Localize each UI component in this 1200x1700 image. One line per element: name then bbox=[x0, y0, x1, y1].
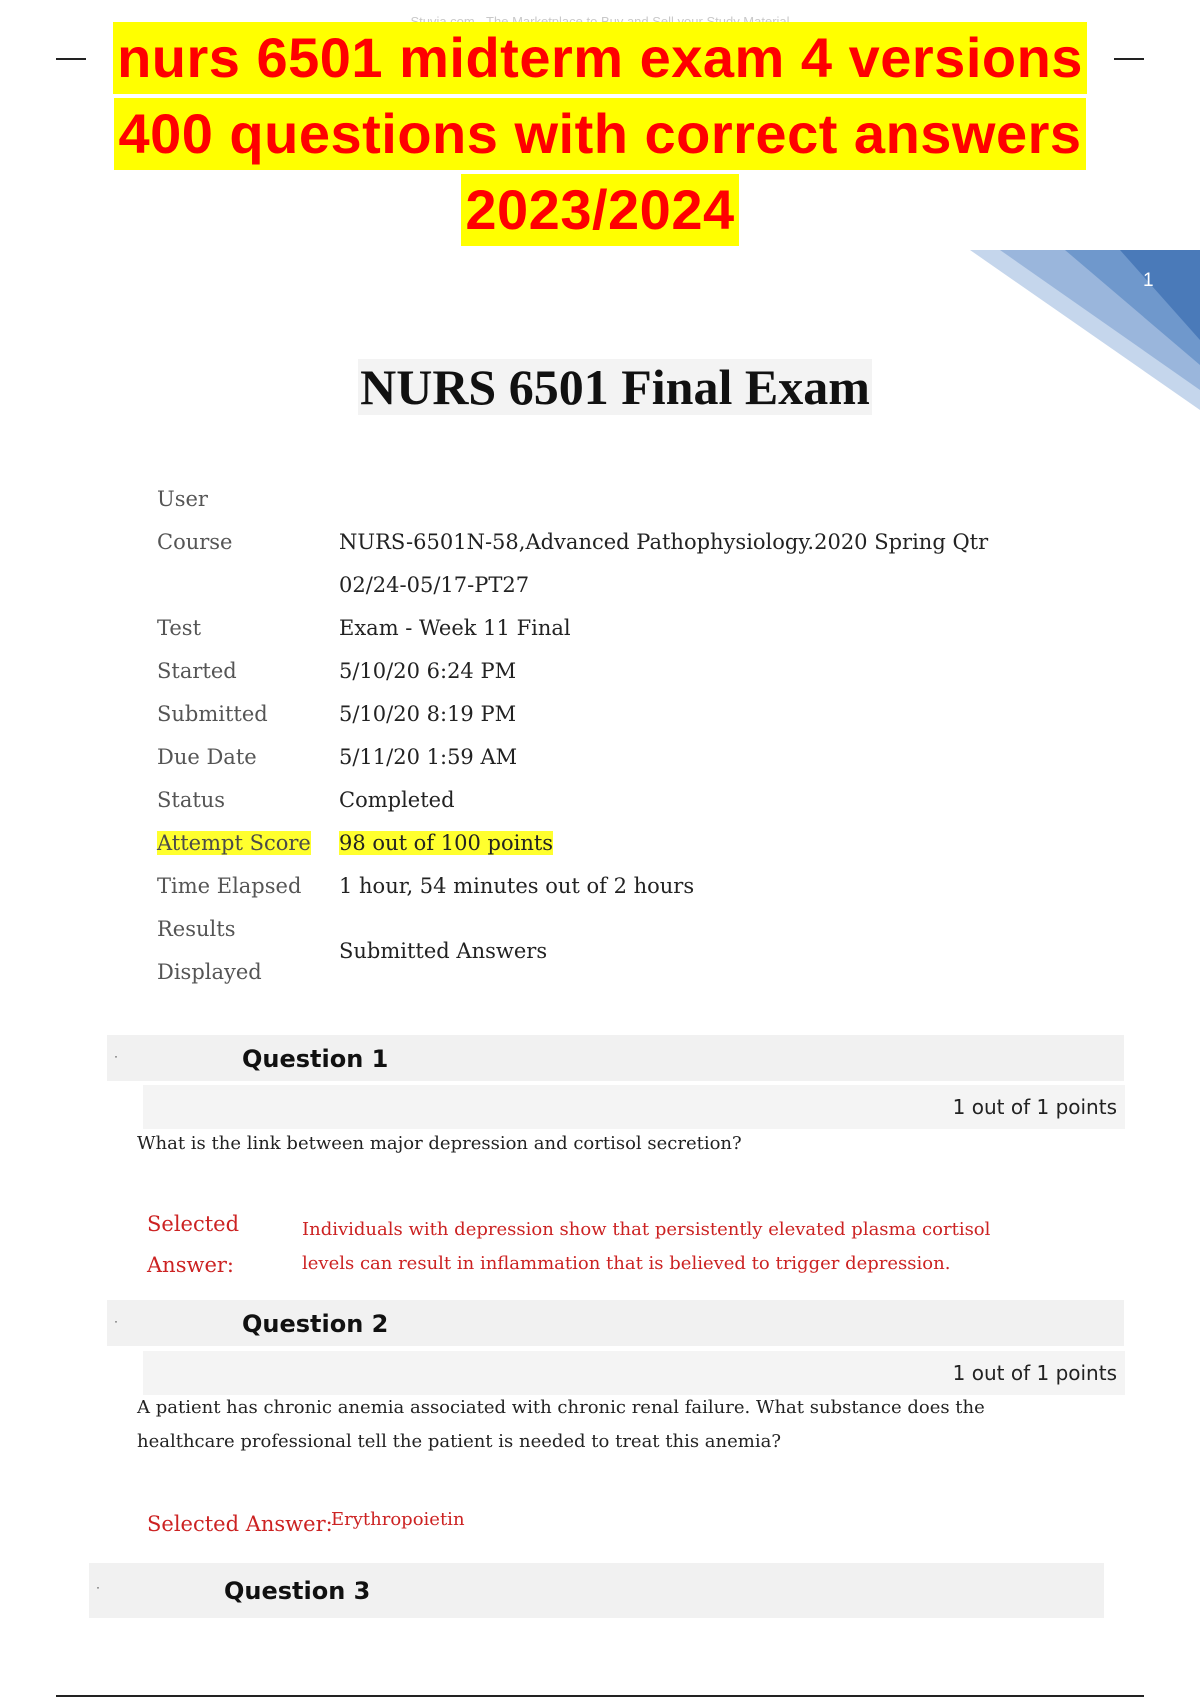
question-title: Question 3 bbox=[224, 1577, 371, 1605]
info-row-test bbox=[157, 607, 1057, 650]
info-label bbox=[157, 822, 339, 865]
info-row-status bbox=[157, 779, 1057, 822]
info-label: Started bbox=[157, 659, 237, 683]
info-value: 5/10/20 6:24 PM bbox=[339, 659, 517, 683]
banner-line-1: nurs 6501 midterm exam 4 versions bbox=[113, 22, 1087, 94]
banner-line-2: 400 questions with correct answers bbox=[114, 98, 1085, 170]
info-row-started bbox=[157, 650, 1057, 693]
bullet-icon: · bbox=[96, 1580, 100, 1594]
question-points: 1 out of 1 points bbox=[952, 1361, 1117, 1385]
info-label: Results Displayed bbox=[157, 917, 262, 984]
info-value: Completed bbox=[339, 788, 455, 812]
info-row-submitted bbox=[157, 693, 1057, 736]
question-header bbox=[89, 1563, 1104, 1618]
bottom-rule bbox=[56, 1695, 1144, 1697]
document-title-block bbox=[0, 358, 1200, 416]
attempt-score-value: 98 out of 100 points bbox=[339, 831, 554, 855]
attempt-score-label: Attempt Score bbox=[157, 831, 311, 855]
info-label: Status bbox=[157, 788, 226, 812]
question-text: What is the link between major depression and cortisol secretion? bbox=[137, 1133, 742, 1154]
question-header bbox=[107, 1300, 1124, 1346]
info-label: Test bbox=[157, 616, 202, 640]
info-row-user bbox=[157, 478, 1057, 521]
question-points: 1 out of 1 points bbox=[952, 1095, 1117, 1119]
info-row-attempt-score bbox=[157, 822, 1057, 865]
info-label: Time Elapsed bbox=[157, 874, 302, 898]
exam-info-table bbox=[157, 478, 1057, 994]
info-value: 5/10/20 8:19 PM bbox=[339, 702, 517, 726]
selected-answer-label bbox=[147, 1204, 239, 1286]
selected-label-line-2: Answer: bbox=[147, 1253, 234, 1277]
info-value bbox=[339, 478, 1057, 521]
info-row-results-displayed bbox=[157, 908, 1057, 994]
selected-label-line-1: Selected bbox=[147, 1212, 240, 1236]
question-text: A patient has chronic anemia associated with chronic renal failure. What substance does the healthcare professional tell the patient is needed to treat this anemia? bbox=[137, 1397, 985, 1452]
page-number: 1 bbox=[1143, 270, 1154, 291]
question-title: Question 2 bbox=[242, 1310, 389, 1338]
points-bar bbox=[143, 1351, 1125, 1395]
question-title: Question 1 bbox=[242, 1045, 389, 1073]
info-row-time-elapsed bbox=[157, 865, 1057, 908]
info-value: Submitted Answers bbox=[339, 939, 548, 963]
bullet-icon: · bbox=[114, 1314, 118, 1328]
info-row-course bbox=[157, 521, 1057, 607]
info-row-due-date bbox=[157, 736, 1057, 779]
bullet-icon: · bbox=[114, 1049, 118, 1063]
info-value bbox=[339, 822, 1057, 865]
info-value: Exam - Week 11 Final bbox=[339, 616, 571, 640]
question-header bbox=[107, 1035, 1124, 1081]
info-value: 5/11/20 1:59 AM bbox=[339, 745, 518, 769]
info-label: Course bbox=[157, 530, 233, 554]
selected-answer-label: Selected Answer: bbox=[147, 1512, 333, 1536]
info-label: User bbox=[157, 487, 208, 511]
document-title: NURS 6501 Final Exam bbox=[360, 359, 870, 415]
info-value: NURS-6501N-58,Advanced Pathophysiology.2020 Spring Qtr 02/24-05/17-PT27 bbox=[339, 530, 989, 597]
points-bar bbox=[143, 1085, 1125, 1129]
info-label: Submitted bbox=[157, 702, 268, 726]
info-value: 1 hour, 54 minutes out of 2 hours bbox=[339, 874, 695, 898]
info-label: Due Date bbox=[157, 745, 257, 769]
selected-answer: Individuals with depression show that persistently elevated plasma cortisol levels can result in inflammation that is believed to trigger depression. bbox=[302, 1219, 991, 1274]
title-banner bbox=[0, 22, 1200, 250]
selected-answer: Erythropoietin bbox=[331, 1509, 465, 1530]
banner-line-3: 2023/2024 bbox=[461, 174, 738, 246]
